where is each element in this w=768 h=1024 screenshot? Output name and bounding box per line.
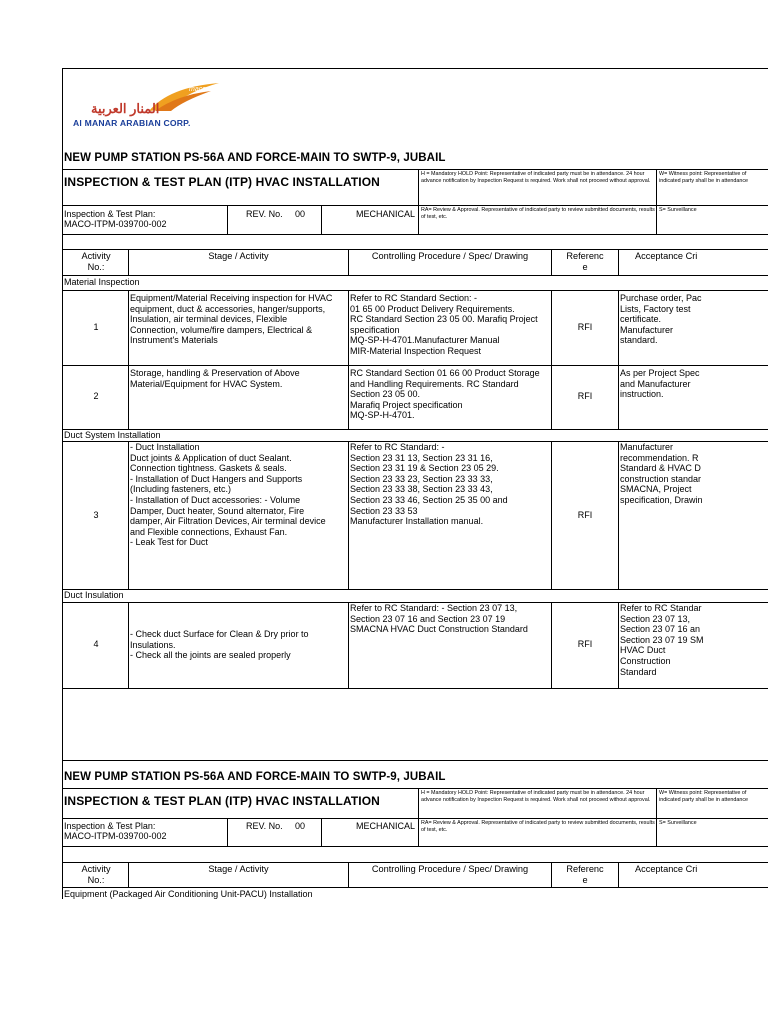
row-3-procedure: Refer to RC Standard: - Section 23 31 13, Section 23 31 16, Section 23 31 19 & Section 23 05 29. Section 23 33 23, Section 23 33 33, Section 23 33 38, Section 23 33 43, Section 23 33 46, Section 25 35 00 and Section 23 33 53 Manufacturer Installation manual.: [350, 442, 508, 527]
row-1-procedure: Refer to RC Standard Section: - 01 65 00 Product Delivery Requirements. RC Standard Section 23 05 00. Marafiq Project specification MQ-SP-H-4701.Manufacturer Manual MIR-Material Inspection Request: [350, 293, 538, 356]
section-pacu: Equipment (Packaged Air Conditioning Unit-PACU) Installation: [64, 889, 313, 899]
col-acceptance-repeat: Acceptance Cri: [635, 864, 698, 874]
section-duct-insulation: Duct Insulation: [64, 590, 124, 600]
row-1-acceptance: Purchase order, Pac Lists, Factory test certificate. Manufacturer standard.: [620, 293, 702, 346]
rev-value-repeat: 00: [295, 821, 306, 831]
col-activity-no: Activity No.:: [81, 251, 111, 272]
row-3-no: 3: [93, 510, 99, 520]
row-4-reference: RFI: [577, 639, 593, 649]
col-acceptance: Acceptance Cri: [635, 251, 698, 261]
row-4-no: 4: [93, 639, 99, 649]
col-stage-repeat: Stage / Activity: [208, 864, 269, 874]
legend-hold-repeat: H = Mandatory HOLD Point: Representative of indicated party must be in attendance. 24 hour advance notification by Inspection Request is required. Work shall not proceed without approval.: [421, 790, 651, 803]
row-4-stage: - Check duct Surface for Clean & Dry prior to Insulations. - Check all the joints are sealed properly: [130, 629, 309, 661]
col-stage: Stage / Activity: [208, 251, 269, 261]
plan-label-repeat: Inspection & Test Plan:: [64, 821, 156, 831]
section-duct-system: Duct System Installation: [64, 430, 161, 440]
row-4-procedure: Refer to RC Standard: - Section 23 07 13, Section 23 07 16 and Section 23 07 19 SMACNA HVAC Duct Construction Standard: [350, 603, 528, 635]
svg-text:maco: maco: [189, 86, 207, 93]
legend-witness: W= Witness point: Representative of indicated party shall be in attendance: [659, 171, 749, 184]
row-2-no: 2: [93, 391, 99, 401]
project-title: NEW PUMP STATION PS-56A AND FORCE-MAIN TO SWTP-9, JUBAIL: [64, 152, 446, 164]
col-reference: Referenc e: [566, 251, 604, 272]
col-procedure-repeat: Controlling Procedure / Spec/ Drawing: [371, 864, 529, 874]
legend-review: RA= Review & Approval. Representative of indicated party to review submitted documents, results of test, etc.: [421, 207, 655, 220]
itp-title: INSPECTION & TEST PLAN (ITP) HVAC INSTALLATION: [64, 175, 380, 189]
col-reference-repeat: Referenc e: [566, 864, 604, 885]
itp-title-repeat: INSPECTION & TEST PLAN (ITP) HVAC INSTALLATION: [64, 794, 380, 808]
rev-value: 00: [295, 209, 306, 219]
plan-number-repeat: MACO-ITPM-039700-002: [64, 831, 167, 841]
row-1-no: 1: [93, 322, 99, 332]
company-name-english: Al MANAR ARABIAN CORP.: [73, 118, 191, 128]
row-1-stage: Equipment/Material Receiving inspection for HVAC equipment, duct & accessories, hanger/supports, Insulation, air terminal devices, Flexible Connection, volume/fire dampers, Electrical & Instrument's Materials: [130, 293, 333, 346]
legend-review-repeat: RA= Review & Approval. Representative of indicated party to review submitted documents, results of test, etc.: [421, 820, 655, 833]
row-1-reference: RFI: [577, 322, 593, 332]
company-name-arabic: المنار العربية: [91, 101, 160, 116]
row-3-reference: RFI: [577, 510, 593, 520]
rev-label-repeat: REV. No.: [246, 821, 283, 831]
row-2-procedure: RC Standard Section 01 66 00 Product Storage and Handling Requirements. RC Standard Section 23 05 00. Marafiq Project specification MQ-SP-H-4701.: [350, 368, 540, 421]
col-activity-no-repeat: Activity No.:: [81, 864, 111, 885]
row-3-acceptance: Manufacturer recommendation. R Standard & HVAC D construction standar SMACNA, Project specification, Drawin: [620, 442, 703, 505]
section-material-inspection: Material Inspection: [64, 277, 140, 287]
row-2-reference: RFI: [577, 391, 593, 401]
row-4-acceptance: Refer to RC Standar Section 23 07 13, Section 23 07 16 an Section 23 07 19 SM HVAC Duct Construction Standard: [620, 603, 704, 677]
discipline-repeat: MECHANICAL: [356, 821, 416, 831]
discipline: MECHANICAL: [356, 209, 416, 219]
legend-surveillance-repeat: S= Surveillance: [659, 820, 697, 826]
row-2-stage: Storage, handling & Preservation of Above Material/Equipment for HVAC System.: [130, 368, 300, 389]
row-3-stage: - Duct Installation Duct joints & Application of duct Sealant. Connection tightness. Gaskets & seals. - Installation of Duct Hangers and Supports (Including fasteners, etc.) - Installation of Duct accessories: - Volume Damper, Duct heater, Sound alternator, Fire damper, Air Filtration Devices, Air terminal device and Flexible connections, Exhaust Fan. - Leak Test for Duct: [130, 442, 326, 548]
itp-sheet: [62, 68, 768, 899]
row-2-acceptance: As per Project Spec and Manufacturer instruction.: [620, 368, 700, 400]
rev-label: REV. No.: [246, 209, 283, 219]
legend-surveillance: S= Surveillance: [659, 207, 697, 213]
project-title-repeat: NEW PUMP STATION PS-56A AND FORCE-MAIN TO SWTP-9, JUBAIL: [64, 771, 446, 783]
legend-witness-repeat: W= Witness point: Representative of indicated party shall be in attendance: [659, 790, 749, 803]
legend-hold: H = Mandatory HOLD Point: Representative of indicated party must be in attendance. 24 hour advance notification by Inspection Request is required. Work shall not proceed without approval.: [421, 171, 651, 184]
plan-number: MACO-ITPM-039700-002: [64, 219, 167, 229]
plan-label: Inspection & Test Plan:: [64, 209, 156, 219]
company-logo: [71, 79, 221, 129]
col-procedure: Controlling Procedure / Spec/ Drawing: [371, 251, 529, 261]
